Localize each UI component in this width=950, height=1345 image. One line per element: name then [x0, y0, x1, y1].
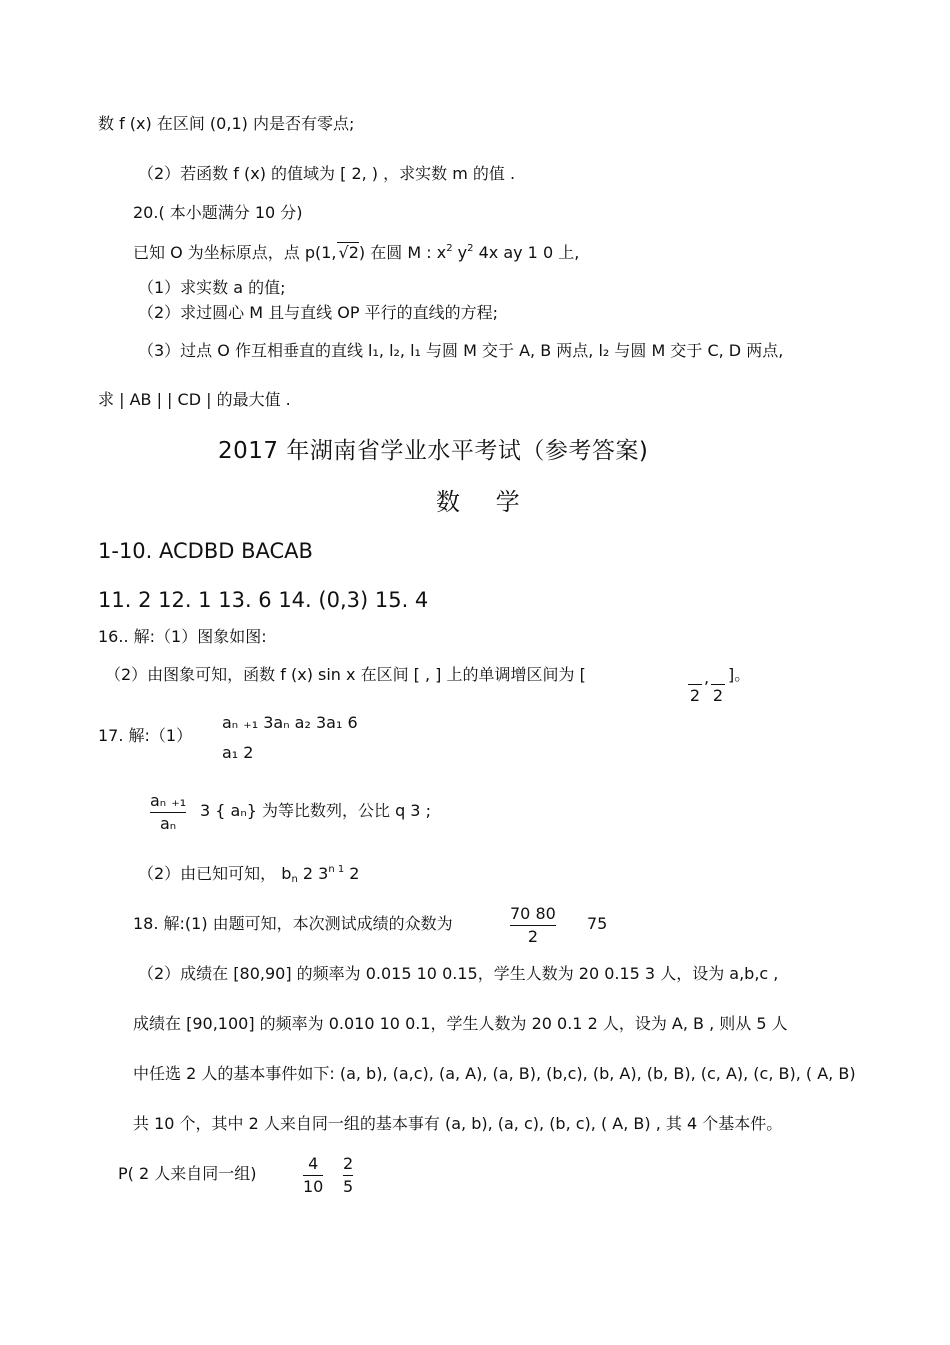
q20-part3-continued: 求 | AB | | CD | 的最大值 .	[98, 390, 291, 409]
q17-ratio-numerator: aₙ ₊₁	[150, 791, 187, 810]
q19-part2-text: （2）若函数 f (x) 的值域为 [ 2, ) ，求实数 m 的值 .	[138, 164, 516, 183]
q18-pf1-numerator: 4	[308, 1154, 319, 1173]
q17-equation-2: a₁ 2	[222, 743, 254, 762]
q19-tail-text: 数 f (x) 在区间 (0,1) 内是否有零点;	[98, 114, 355, 133]
q20-statement-d: 4x ay 1 0 上,	[473, 243, 580, 262]
fill-in-answers: 11. 2 12. 1 13. 6 14. (0,3) 15. 4	[98, 588, 429, 612]
q16-fraction-1	[688, 664, 702, 704]
q18-pf2-numerator: 2	[343, 1154, 354, 1173]
q20-exponent-1: 2	[446, 243, 453, 254]
q17-part2-subscript: n	[291, 874, 298, 885]
q17-part2	[138, 865, 359, 885]
q17-part2-superscript: n 1	[328, 864, 345, 875]
q17-part2-a: （2）由已知可知， b	[138, 864, 292, 883]
q18-part2-line1: （2）成绩在 [80,90] 的频率为 0.015 10 0.15，学生人数为 20 0.15 3 人，设为 a,b,c ,	[138, 964, 779, 983]
q18-mode-fraction	[510, 905, 556, 945]
q20-statement	[133, 244, 579, 261]
q20-statement-b: ) 在圆 M : x	[358, 243, 447, 262]
q20-part2: （2）求过圆心 M 且与直线 OP 平行的直线的方程;	[138, 303, 498, 322]
q17-ratio-denominator: aₙ	[159, 813, 177, 833]
q20-statement-c: y	[452, 243, 468, 262]
q16-comma: ,	[704, 668, 710, 687]
q18-probability-fraction-1	[303, 1155, 323, 1195]
q16-part1: 16.. 解:（1）图象如图:	[98, 627, 267, 646]
q18-part2-line2: 成绩在 [90,100] 的频率为 0.010 10 0.1，学生人数为 20 0.1 2 人，设为 A, B , 则从 5 人	[133, 1014, 788, 1033]
answer-title: 2017 年湖南省学业水平考试（参考答案)	[218, 438, 649, 464]
q20-sqrt-value: √2	[338, 243, 359, 262]
q17-equation-1: aₙ ₊₁ 3aₙ a₂ 3a₁ 6	[222, 713, 358, 732]
q17-label: 17. 解:（1）	[98, 726, 193, 745]
q18-pf1-denominator: 10	[303, 1176, 324, 1196]
q20-heading: 20.( 本小题满分 10 分)	[133, 203, 303, 222]
q18-pf2-denominator: 5	[343, 1176, 354, 1196]
q16-fraction-2-denominator: 2	[712, 685, 724, 705]
q17-geometric-conclusion: 3 { aₙ} 为等比数列，公比 q 3 ;	[200, 801, 431, 820]
q16-end: ]。	[728, 665, 751, 684]
q18-probability-fraction-2	[343, 1155, 353, 1195]
q20-statement-a: 已知 O 为坐标原点，点 p(1,	[133, 243, 337, 262]
q17-part2-b: 2 3	[297, 864, 329, 883]
q16-fraction-1-denominator: 2	[689, 685, 701, 705]
q17-part2-c: 2	[344, 864, 360, 883]
q18-mode-numerator: 70 80	[510, 904, 556, 923]
q18-probability-label: P( 2 人来自同一组)	[118, 1164, 257, 1183]
q16-fraction-2	[711, 664, 725, 704]
q18-part1: 18. 解:(1) 由题可知，本次测试成绩的众数为	[133, 914, 453, 933]
q18-mode-result: 75	[587, 914, 608, 933]
q16-part2: （2）由图象可知，函数 f (x) sin x 在区间 [ , ] 上的单调增区间为 [	[105, 665, 586, 684]
q18-part2-line4: 共 10 个，其中 2 人来自同一组的基本事有 (a, b), (a, c), (b, c), ( A, B) , 其 4 个基本件。	[133, 1114, 783, 1133]
q18-mode-denominator: 2	[527, 926, 538, 946]
q20-part1: （1）求实数 a 的值;	[138, 278, 286, 297]
multiple-choice-answers: 1-10. ACDBD BACAB	[98, 539, 313, 563]
q17-ratio-fraction	[150, 792, 186, 832]
answer-subject: 数 学	[436, 488, 534, 516]
q20-part3: （3）过点 O 作互相垂直的直线 l₁, l₂, l₁ 与圆 M 交于 A, B 两点, l₂ 与圆 M 交于 C, D 两点,	[138, 341, 784, 360]
q18-part2-line3: 中任选 2 人的基本事件如下: (a, b), (a,c), (a, A), (a, B), (b,c), (b, A), (b, B), (c, A), (c, B), ( A, B)	[133, 1064, 856, 1083]
q20-exponent-2: 2	[467, 243, 474, 254]
